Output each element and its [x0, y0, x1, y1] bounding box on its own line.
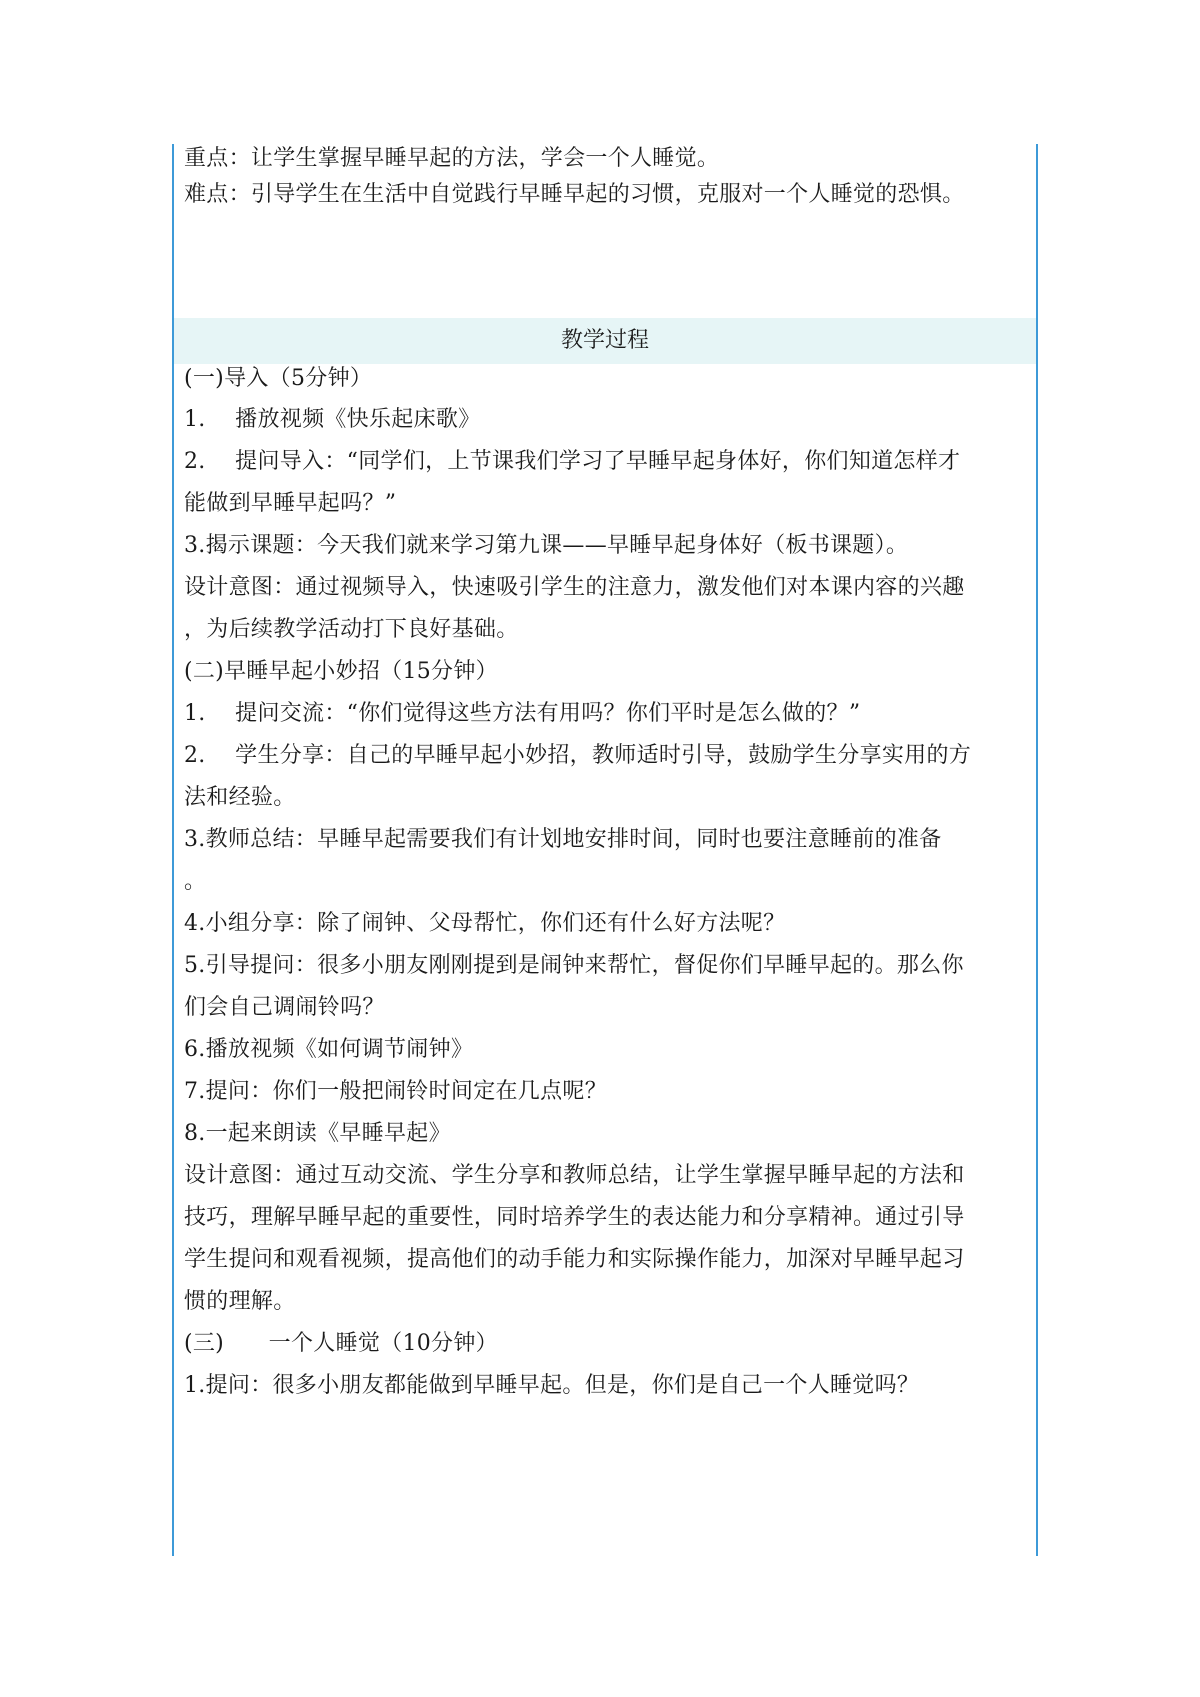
process-line: 6.播放视频《如何调节闹钟》: [184, 1037, 474, 1062]
process-line: 2. 学生分享：自己的早睡早起小妙招，教师适时引导，鼓励学生分享实用的方: [184, 743, 972, 768]
process-line: 们会自己调闹铃吗？: [184, 995, 385, 1020]
process-line: 3.教师总结：早睡早起需要我们有计划地安排时间，同时也要注意睡前的准备: [184, 827, 942, 852]
process-line: 。: [184, 869, 207, 894]
process-line: 惯的理解。: [184, 1289, 296, 1314]
focus-cell: [174, 144, 1036, 318]
process-line: 法和经验。: [184, 785, 296, 810]
key-point-text: 重点：让学生掌握早睡早起的方法，学会一个人睡觉。: [184, 146, 720, 171]
process-line: 设计意图：通过互动交流、学生分享和教师总结，让学生掌握早睡早起的方法和: [184, 1163, 965, 1188]
process-line: 2. 提问导入：“同学们，上节课我们学习了早睡早起身体好，你们知道怎样才: [184, 449, 961, 474]
process-line: (一)导入（5分钟）: [184, 366, 373, 391]
process-line: 1.提问：很多小朋友都能做到早睡早起。但是，你们是自己一个人睡觉吗？: [184, 1373, 920, 1398]
process-line: 4.小组分享：除了闹钟、父母帮忙，你们还有什么好方法呢？: [184, 911, 786, 936]
process-line: 1. 播放视频《快乐起床歌》: [184, 407, 481, 432]
process-line: (三) 一个人睡觉（10分钟）: [184, 1331, 498, 1356]
process-line: 3.揭示课题：今天我们就来学习第九课——早睡早起身体好（板书课题）。: [184, 533, 909, 558]
process-line: 7.提问：你们一般把闹铃时间定在几点呢？: [184, 1079, 607, 1104]
difficulty-text: 难点：引导学生在生活中自觉践行早睡早起的习惯，克服对一个人睡觉的恐惧。: [184, 182, 965, 207]
process-line: ，为后续教学活动打下良好基础。: [184, 617, 519, 642]
process-line: 能做到早睡早起吗？”: [184, 491, 397, 516]
section-header: 教学过程: [174, 318, 1036, 364]
process-line: 学生提问和观看视频，提高他们的动手能力和实际操作能力，加深对早睡早起习: [184, 1247, 965, 1272]
process-line: 1. 提问交流：“你们觉得这些方法有用吗？你们平时是怎么做的？”: [184, 701, 861, 726]
teaching-process-cell: [174, 364, 1036, 1556]
process-line: (二)早睡早起小妙招（15分钟）: [184, 659, 498, 684]
process-line: 设计意图：通过视频导入，快速吸引学生的注意力，激发他们对本课内容的兴趣: [184, 575, 965, 600]
lesson-plan-table: [172, 144, 1038, 1556]
process-line: 8.一起来朗读《早睡早起》: [184, 1121, 451, 1146]
process-line: 5.引导提问：很多小朋友刚刚提到是闹钟来帮忙，督促你们早睡早起的。那么你: [184, 953, 964, 978]
process-line: 技巧，理解早睡早起的重要性，同时培养学生的表达能力和分享精神。通过引导: [184, 1205, 965, 1230]
